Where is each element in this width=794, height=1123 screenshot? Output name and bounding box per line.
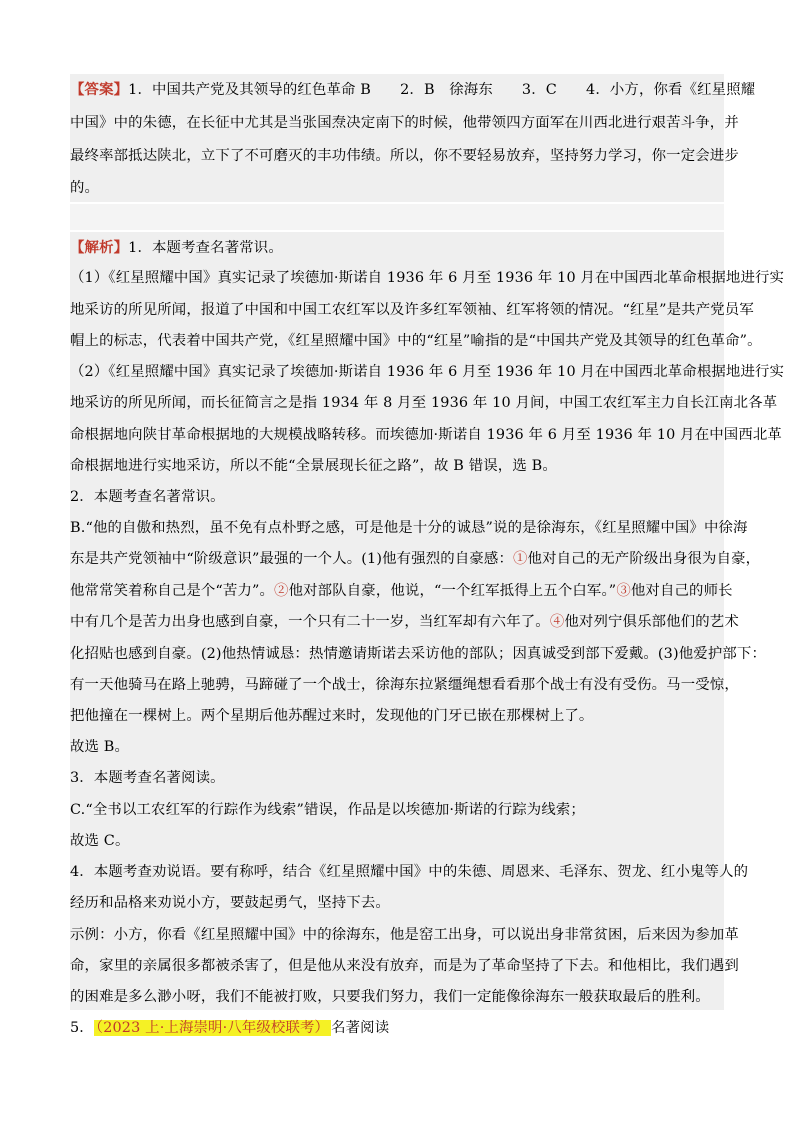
q3-line-1: C.“全书以工农红军的行踪作为线索”错误，作品是以埃德加·斯诺的行踪为线索； [70, 802, 585, 818]
analysis-p1-line-1: （1）《红星照耀中国》真实记录了埃德加·斯诺自 1936 年 6 月至 1936 年 10 月在中国西北革命根据地进行实 [70, 270, 785, 286]
q4-line-5: 的困难是多么渺小呀，我们不能被打败，只要我们努力，我们一定能像徐海东一般获取最后的胜利。 [70, 989, 710, 1005]
answer-line-1: 【答案】1．中国共产党及其领导的红色革命 B 2．B 徐海东 3．C 4．小方，你看《红星照耀 [70, 81, 756, 98]
q2-line-1: B.“他的自傲和热烈，虽不免有点朴野之感，可是他是十分的诚恳”说的是徐海东，《红星照耀中国》中徐海 [70, 520, 748, 536]
q5-title: 名著阅读 [331, 1020, 390, 1036]
q5-number: 5． [70, 1020, 94, 1036]
circled-number-1: ① [513, 551, 528, 567]
answer-block-gap [70, 204, 724, 230]
q2-line-3: 他常常笑着称自己是个“苦力”。②他对部队自豪，他说，“一个红军抵得上五个白军。”③他对自己的师长 [70, 583, 733, 599]
analysis-p2-line-4: 命根据地进行实地采访，所以不能“全景展现长征之路”，故 B 错误，选 B。 [70, 458, 557, 474]
q3-line-2: 故选 C。 [70, 833, 130, 849]
analysis-p2-line-3: 命根据地向陕甘革命根据地的大规模战略转移。而埃德加·斯诺自 1936 年 6 月至 1936 年 10 月在中国西北革 [70, 427, 782, 443]
q2-line-2: 东是共产党领袖中“阶级意识”最强的一个人。(1)他有强烈的自豪感：①他对自己的无产阶级出身很为自豪， [70, 551, 761, 567]
q5-header [70, 1018, 724, 1038]
q2-line-7: 把他撞在一棵树上。两个星期后他苏醒过来时，发现他的门牙已嵌在那棵树上了。 [70, 708, 594, 724]
q2-line-4: 中有几个是苦力出身也感到自豪，一个只有二十一岁，当红军却有六年了。④他对列宁俱乐部他们的艺术 [70, 614, 739, 630]
circled-number-2: ② [274, 583, 289, 599]
circled-number-3: ③ [616, 583, 631, 599]
q2-line-6: 有一天他骑马在路上驰骋，马蹄碰了一个战士，徐海东拉紧缰绳想看看那个战士有没有受伤。马一受惊， [70, 677, 739, 693]
analysis-tag: 【解析】 [70, 239, 129, 256]
answer-tag: 【答案】 [70, 81, 129, 98]
q2-line-5: 化招贴也感到自豪。(2)他热情诚恳：热情邀请斯诺去采访他的部队；因真诚受到部下爱戴。(3)他爱护部下： [70, 646, 766, 662]
answer-line-2: 中国》中的朱德，在长征中尤其是当张国焘决定南下的时候，他带领四方面军在川西北进行艰苦斗争，并 [70, 115, 739, 131]
answer-line-3: 最终率部抵达陕北，立下了不可磨灭的丰功伟绩。所以，你不要轻易放弃，坚持努力学习，你一定会进步 [70, 148, 739, 164]
q4-line-4: 命，家里的亲属很多都被杀害了，但是他从来没有放弃，而是为了革命坚持了下去。和他相比，我们遇到 [70, 958, 739, 974]
q5-source-badge: （2023 上·上海崇明·八年级校联考） [95, 1020, 330, 1036]
analysis-line-1: 【解析】1．本题考查名著常识。 [70, 239, 283, 256]
q4-line-3: 示例：小方，你看《红星照耀中国》中的徐海东，他是窑工出身，可以说出身非常贫困，后来因为参加革 [70, 927, 739, 943]
circled-number-4: ④ [549, 614, 565, 630]
q2-line-8: 故选 B。 [70, 739, 130, 755]
q3-title: 3．本题考查名著阅读。 [70, 770, 225, 786]
q4-line-1: 4．本题考查劝说语。要有称呼，结合《红星照耀中国》中的朱德、周恩来、毛泽东、贺龙、红小鬼等人的 [70, 864, 749, 880]
q2-title: 2．本题考查名著常识。 [70, 489, 225, 505]
analysis-p1-line-2: 地采访的所见所闻，报道了中国和中国工农红军以及许多红军领袖、红军将领的情况。“红星”是共产党员军 [70, 302, 754, 318]
q4-line-2: 经历和品格来劝说小方，要鼓起勇气，坚持下去。 [70, 895, 390, 911]
analysis-p1-line-3: 帽上的标志，代表着中国共产党，《红星照耀中国》中的“红星”喻指的是“中国共产党及其领导的红色革命”。 [70, 333, 762, 349]
analysis-p2-line-1: （2）《红星照耀中国》真实记录了埃德加·斯诺自 1936 年 6 月至 1936 年 10 月在中国西北革命根据地进行实 [70, 364, 785, 380]
analysis-p2-line-2: 地采访的所见所闻，而长征简言之是指 1934 年 8 月至 1936 年 10 月间，中国工农红军主力自长江南北各革 [70, 395, 778, 411]
answer-line-4: 的。 [70, 180, 100, 196]
